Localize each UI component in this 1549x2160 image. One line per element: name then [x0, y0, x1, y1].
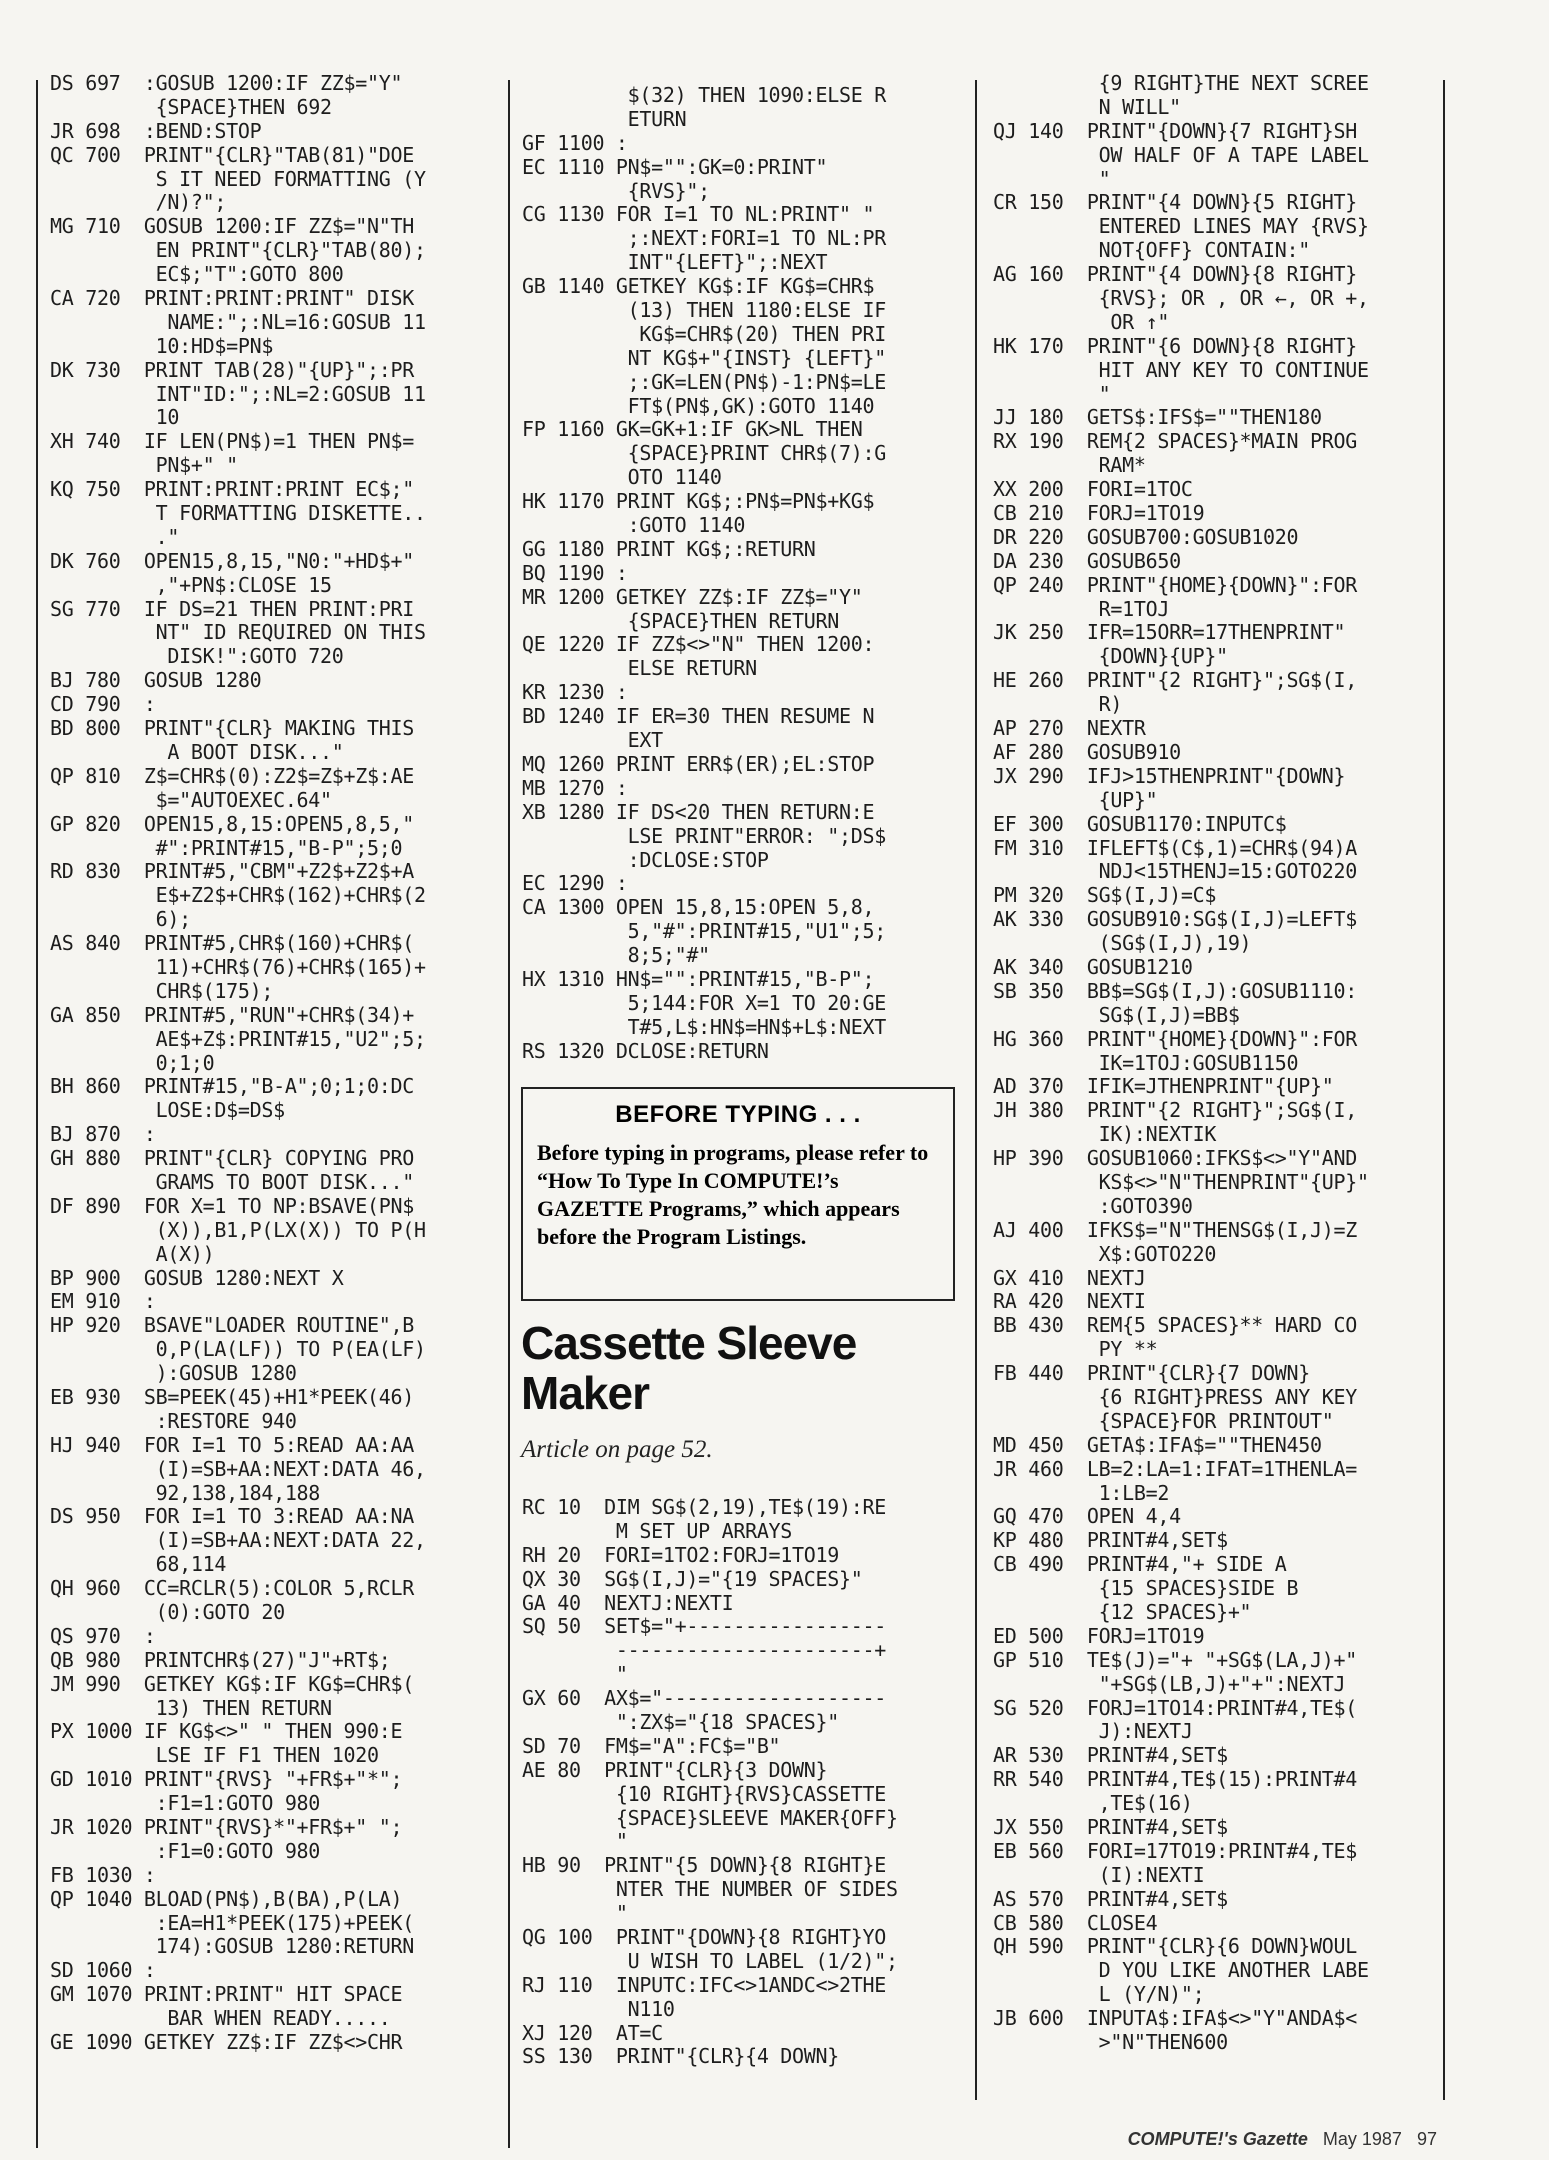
listing-line: MD 450 GETA$:IFA$=""THEN450: [993, 1432, 1322, 1457]
listing-line: QC 700 PRINT"{CLR}"TAB(81)"DOE: [50, 142, 414, 167]
listing-line: FB 1030 :: [50, 1862, 156, 1887]
listing-line: GP 510 TE$(J)="+ "+SG$(LA,J)+": [993, 1647, 1357, 1672]
listing-line: {RVS}; OR , OR ←, OR +,: [993, 286, 1369, 311]
listing-line: AK 330 GOSUB910:SG$(I,J)=LEFT$: [993, 907, 1357, 932]
listing-line: FB 440 PRINT"{CLR}{7 DOWN}: [993, 1361, 1311, 1386]
listing-line: QH 590 PRINT"{CLR}{6 DOWN}WOUL: [993, 1934, 1357, 1959]
listing-line: RH 20 FORI=1TO2:FORJ=1TO19: [522, 1542, 840, 1567]
listing-line: >"N"THEN600: [993, 2030, 1228, 2055]
listing-line: KR 1230 :: [522, 680, 628, 705]
listing-line: EM 910 :: [50, 1289, 156, 1314]
listing-line: BD 800 PRINT"{CLR} MAKING THIS: [50, 716, 414, 741]
listing-line: BH 860 PRINT#15,"B-A";0;1;0:DC: [50, 1074, 414, 1099]
listing-line: (SG$(I,J),19): [993, 931, 1252, 956]
listing-line: HP 390 GOSUB1060:IFKS$<>"Y"AND: [993, 1146, 1357, 1171]
listing-line: IK=1TOJ:GOSUB1150: [993, 1050, 1299, 1075]
listing-line: GE 1090 GETKEY ZZ$:IF ZZ$<>CHR: [50, 2030, 403, 2055]
listing-line: HJ 940 FOR I=1 TO 5:READ AA:AA: [50, 1432, 414, 1457]
listing-line: RR 540 PRINT#4,TE$(15):PRINT#4: [993, 1767, 1357, 1792]
listing-line: A BOOT DISK...": [50, 739, 344, 764]
column-rule-1: [508, 80, 510, 2148]
listing-line: ELSE RETURN: [522, 656, 757, 681]
listing-line: QX 30 SG$(I,J)="{19 SPACES}": [522, 1566, 863, 1591]
listing-line: GA 40 NEXTJ:NEXTI: [522, 1590, 734, 1615]
listing-line: DF 890 FOR X=1 TO NP:BSAVE(PN$: [50, 1193, 414, 1218]
listing-line: HX 1310 HN$="":PRINT#15,"B-P";: [522, 966, 875, 991]
listing-line: /N)?";: [50, 190, 227, 215]
listing-line: SS 130 PRINT"{CLR}{4 DOWN}: [522, 2044, 840, 2069]
listing-line: 68,114: [50, 1552, 227, 1577]
listing-line: QJ 140 PRINT"{DOWN}{7 RIGHT}SH: [993, 118, 1357, 143]
listing-line: DA 230 GOSUB650: [993, 548, 1181, 573]
listing-line: NDJ<15THENJ=15:GOTO220: [993, 859, 1357, 884]
listing-line: QE 1220 IF ZZ$<>"N" THEN 1200:: [522, 632, 875, 657]
listing-line: XX 200 FORI=1TOC: [993, 477, 1193, 502]
listing-line: HP 920 BSAVE"LOADER ROUTINE",B: [50, 1313, 414, 1338]
listing-line: RC 10 DIM SG$(2,19),TE$(19):RE: [522, 1495, 886, 1519]
listing-line: ": [522, 1662, 628, 1687]
listing-line: 6);: [50, 907, 191, 932]
listing-line: RJ 110 INPUTC:IFC<>1ANDC<>2THE: [522, 1972, 886, 1997]
listing-line: NOT{OFF} CONTAIN:": [993, 238, 1311, 263]
footer-date: May 1987: [1322, 2129, 1402, 2149]
listing-line: .": [50, 524, 180, 549]
listing-line: GM 1070 PRINT:PRINT" HIT SPACE: [50, 1982, 403, 2007]
column-rule-left: [36, 80, 38, 2148]
listing-line: D YOU LIKE ANOTHER LABE: [993, 1958, 1369, 1983]
listing-line: 5,"#":PRINT#15,"U1";5;: [522, 919, 886, 944]
listing-line: JH 380 PRINT"{2 RIGHT}";SG$(I,: [993, 1098, 1357, 1123]
listing-line: "+SG$(LB,J)+"+":NEXTJ: [993, 1671, 1346, 1696]
listing-line: U WISH TO LABEL (1/2)";: [522, 1948, 898, 1973]
listing-line: KG$=CHR$(20) THEN PRI: [522, 321, 886, 346]
listing-line: OW HALF OF A TAPE LABEL: [993, 142, 1369, 167]
listing-line: ;:NEXT:FORI=1 TO NL:PR: [522, 226, 886, 251]
listing-line: BJ 870 :: [50, 1122, 156, 1147]
box-title: BEFORE TYPING . . .: [615, 1101, 861, 1128]
listing-line: JX 290 IFJ>15THENPRINT"{DOWN}: [993, 763, 1346, 788]
listing-line: EC$;"T":GOTO 800: [50, 262, 344, 287]
listing-line: {6 RIGHT}PRESS ANY KEY: [993, 1384, 1357, 1409]
listing-line: {9 RIGHT}THE NEXT SCREE: [993, 71, 1369, 95]
listing-line: :GOTO390: [993, 1193, 1193, 1218]
listing-column-2b: [522, 1496, 962, 2069]
listing-line: JM 990 GETKEY KG$:IF KG$=CHR$(: [50, 1671, 414, 1696]
listing-line: $(32) THEN 1090:ELSE R: [522, 83, 886, 107]
listing-line: AP 270 NEXTR: [993, 716, 1146, 741]
listing-line: GQ 470 OPEN 4,4: [993, 1504, 1181, 1529]
listing-line: (X)),B1,P(LX(X)) TO P(H: [50, 1217, 426, 1242]
listing-line: FM 310 IFLEFT$(C$,1)=CHR$(94)A: [993, 835, 1357, 860]
listing-line: {RVS}";: [522, 178, 710, 203]
listing-line: GP 820 OPEN15,8,15:OPEN5,8,5,": [50, 811, 414, 836]
listing-line: T FORMATTING DISKETTE..: [50, 501, 426, 526]
listing-line: GB 1140 GETKEY KG$:IF KG$=CHR$: [522, 274, 875, 299]
listing-line: OR ↑": [993, 309, 1170, 334]
listing-line: ,"+PN$:CLOSE 15: [50, 572, 332, 597]
before-typing-box: [521, 1087, 955, 1301]
listing-line: ENTERED LINES MAY {RVS}: [993, 214, 1369, 239]
listing-line: HK 170 PRINT"{6 DOWN}{8 RIGHT}: [993, 333, 1357, 358]
listing-line: (I):NEXTI: [993, 1862, 1205, 1887]
listing-line: ": [522, 1829, 628, 1854]
listing-line: DS 950 FOR I=1 TO 3:READ AA:NA: [50, 1504, 414, 1529]
listing-line: CHR$(175);: [50, 978, 274, 1003]
listing-line: AE$+Z$:PRINT#15,"U2";5;: [50, 1026, 426, 1051]
listing-line: AD 370 IFIK=JTHENPRINT"{UP}": [993, 1074, 1334, 1099]
listing-line: X$:GOTO220: [993, 1241, 1217, 1266]
article-title: Cassette Sleeve Maker: [521, 1317, 857, 1419]
listing-line: BJ 780 GOSUB 1280: [50, 668, 262, 693]
listing-line: JR 1020 PRINT"{RVS}*"+FR$+" ";: [50, 1815, 403, 1840]
listing-line: DISK!":GOTO 720: [50, 644, 344, 669]
listing-line: MR 1200 GETKEY ZZ$:IF ZZ$="Y": [522, 584, 863, 609]
listing-line: M SET UP ARRAYS: [522, 1518, 793, 1543]
listing-line: :F1=1:GOTO 980: [50, 1791, 321, 1816]
listing-line: JB 600 INPUTA$:IFA$<>"Y"ANDA$<: [993, 2006, 1357, 2031]
listing-line: IK):NEXTIK: [993, 1122, 1217, 1147]
listing-line: NTER THE NUMBER OF SIDES: [522, 1877, 898, 1902]
listing-line: NT" ID REQUIRED ON THIS: [50, 620, 426, 645]
listing-line: T#5,L$:HN$=HN$+L$:NEXT: [522, 1014, 886, 1039]
listing-line: GX 410 NEXTJ: [993, 1265, 1146, 1290]
listing-line: JK 250 IFR=15ORR=17THENPRINT": [993, 620, 1346, 645]
listing-line: SB 350 BB$=SG$(I,J):GOSUB1110:: [993, 978, 1357, 1003]
listing-line: ETURN: [522, 106, 687, 131]
footer-magazine: COMPUTE!'s Gazette: [1127, 2129, 1308, 2149]
listing-line: (I)=SB+AA:NEXT:DATA 22,: [50, 1528, 426, 1553]
listing-line: E$+Z2$+CHR$(162)+CHR$(2: [50, 883, 426, 908]
listing-line: AR 530 PRINT#4,SET$: [993, 1743, 1228, 1768]
listing-line: (0):GOTO 20: [50, 1600, 285, 1624]
listing-line: ": [993, 166, 1111, 191]
listing-line: EB 560 FORI=17TO19:PRINT#4,TE$: [993, 1838, 1357, 1863]
listing-line: N110: [522, 1996, 675, 2021]
listing-line: SG$(I,J)=BB$: [993, 1002, 1240, 1027]
listing-line: CR 150 PRINT"{4 DOWN}{5 RIGHT}: [993, 190, 1357, 215]
listing-line: RAM*: [993, 453, 1146, 478]
listing-line: 0;1;0: [50, 1050, 215, 1075]
listing-line: {10 RIGHT}{RVS}CASSETTE: [522, 1781, 886, 1806]
listing-line: CA 720 PRINT:PRINT:PRINT" DISK: [50, 286, 414, 311]
listing-line: 11)+CHR$(76)+CHR$(165)+: [50, 954, 426, 979]
listing-line: QH 960 CC=RCLR(5):COLOR 5,RCLR: [50, 1576, 414, 1601]
listing-line: CB 580 CLOSE4: [993, 1910, 1158, 1935]
listing-line: ": [522, 1901, 628, 1926]
listing-line: ----------------------+: [522, 1638, 886, 1663]
listing-line: :RESTORE 940: [50, 1408, 297, 1433]
listing-line: DK 760 OPEN15,8,15,"N0:"+HD$+": [50, 548, 414, 573]
listing-line: HG 360 PRINT"{HOME}{DOWN}":FOR: [993, 1026, 1357, 1051]
listing-line: HB 90 PRINT"{5 DOWN}{8 RIGHT}E: [522, 1853, 886, 1878]
listing-line: EB 930 SB=PEEK(45)+H1*PEEK(46): [50, 1384, 414, 1409]
listing-line: ,TE$(16): [993, 1791, 1193, 1816]
listing-line: EC 1110 PN$="":GK=0:PRINT": [522, 154, 828, 179]
listing-line: ):GOSUB 1280: [50, 1361, 297, 1386]
listing-line: DK 730 PRINT TAB(28)"{UP}";:PR: [50, 357, 414, 382]
listing-line: CD 790 :: [50, 692, 156, 717]
listing-line: 1:LB=2: [993, 1480, 1170, 1505]
listing-line: N WILL": [993, 94, 1181, 119]
listing-line: #":PRINT#15,"B-P";5;0: [50, 835, 403, 860]
listing-line: INT"{LEFT}";:NEXT: [522, 250, 828, 275]
listing-line: BQ 1190 :: [522, 560, 628, 585]
listing-line: 174):GOSUB 1280:RETURN: [50, 1934, 414, 1959]
listing-line: GD 1010 PRINT"{RVS} "+FR$+"*";: [50, 1767, 403, 1792]
listing-line: {12 SPACES}+": [993, 1600, 1252, 1624]
listing-line: RD 830 PRINT#5,"CBM"+Z2$+Z2$+A: [50, 859, 414, 884]
listing-line: BD 1240 IF ER=30 THEN RESUME N: [522, 704, 875, 729]
listing-line: GX 60 AX$="-------------------: [522, 1686, 886, 1711]
listing-line: PN$+" ": [50, 453, 238, 478]
column-rule-right: [1443, 80, 1445, 2100]
listing-line: 0,P(LA(LF)) TO P(EA(LF): [50, 1337, 426, 1362]
listing-line: BB 430 REM{5 SPACES}** HARD CO: [993, 1313, 1357, 1338]
listing-line: {SPACE}FOR PRINTOUT": [993, 1408, 1334, 1433]
listing-line: HE 260 PRINT"{2 RIGHT}";SG$(I,: [993, 668, 1357, 693]
listing-line: ": [993, 381, 1111, 406]
listing-line: LOSE:D$=DS$: [50, 1098, 285, 1123]
listing-line: XJ 120 AT=C: [522, 2020, 663, 2045]
listing-line: AE 80 PRINT"{CLR}{3 DOWN}: [522, 1757, 828, 1782]
listing-line: LSE PRINT"ERROR: ";DS$: [522, 823, 886, 848]
listing-line: PX 1000 IF KG$<>" " THEN 990:E: [50, 1719, 403, 1744]
listing-line: GG 1180 PRINT KG$;:RETURN: [522, 536, 816, 561]
listing-line: GH 880 PRINT"{CLR} COPYING PRO: [50, 1146, 414, 1171]
listing-line: XB 1280 IF DS<20 THEN RETURN:E: [522, 799, 875, 824]
listing-line: {SPACE}SLEEVE MAKER{OFF}: [522, 1805, 898, 1830]
box-text: Before typing in programs, please refer to “How To Type In COMPUTE!’s GAZETTE Programs,” which appears before the Program Listings.: [537, 1140, 929, 1249]
listing-column-2: [522, 84, 962, 1064]
listing-line: EN PRINT"{CLR}"TAB(80);: [50, 238, 426, 263]
listing-line: KP 480 PRINT#4,SET$: [993, 1528, 1228, 1553]
listing-line: {SPACE}THEN 692: [50, 94, 332, 119]
listing-line: RS 1320 DCLOSE:RETURN: [522, 1038, 769, 1063]
listing-line: 10:HD$=PN$: [50, 333, 274, 358]
listing-line: SD 70 FM$="A":FC$="B": [522, 1733, 781, 1758]
listing-line: {UP}": [993, 787, 1158, 812]
listing-line: RX 190 REM{2 SPACES}*MAIN PROG: [993, 429, 1357, 454]
listing-line: LSE IF F1 THEN 1020: [50, 1743, 379, 1768]
listing-line: CG 1130 FOR I=1 TO NL:PRINT" ": [522, 202, 875, 227]
footer-page-number: 97: [1416, 2129, 1437, 2149]
listing-line: {SPACE}THEN RETURN: [522, 608, 840, 633]
listing-line: DS 697 :GOSUB 1200:IF ZZ$="Y": [50, 71, 403, 95]
listing-line: QP 240 PRINT"{HOME}{DOWN}":FOR: [993, 572, 1357, 597]
listing-line: :EA=H1*PEEK(175)+PEEK(: [50, 1910, 414, 1935]
listing-line: AS 570 PRINT#4,SET$: [993, 1886, 1228, 1911]
listing-line: $="AUTOEXEC.64": [50, 787, 332, 812]
listing-line: ;:GK=LEN(PN$)-1:PN$=LE: [522, 369, 886, 394]
listing-line: SG 770 IF DS=21 THEN PRINT:PRI: [50, 596, 414, 621]
listing-line: PM 320 SG$(I,J)=C$: [993, 883, 1217, 908]
listing-line: QB 980 PRINTCHR$(27)"J"+RT$;: [50, 1647, 391, 1672]
listing-line: AK 340 GOSUB1210: [993, 954, 1193, 979]
listing-line: FT$(PN$,GK):GOTO 1140: [522, 393, 875, 418]
listing-line: S IT NEED FORMATTING (Y: [50, 166, 426, 191]
listing-line: 5;144:FOR X=1 TO 20:GE: [522, 990, 886, 1015]
listing-line: A(X)): [50, 1241, 215, 1266]
listing-line: AG 160 PRINT"{4 DOWN}{8 RIGHT}: [993, 262, 1357, 287]
listing-line: 92,138,184,188: [50, 1480, 321, 1505]
listing-line: ED 500 FORJ=1TO19: [993, 1623, 1205, 1648]
listing-line: AS 840 PRINT#5,CHR$(160)+CHR$(: [50, 931, 414, 956]
listing-line: AJ 400 IFKS$="N"THENSG$(I,J)=Z: [993, 1217, 1357, 1242]
listing-line: NAME:";:NL=16:GOSUB 11: [50, 309, 426, 334]
listing-line: JR 698 :BEND:STOP: [50, 118, 262, 143]
listing-line: RA 420 NEXTI: [993, 1289, 1146, 1314]
listing-line: SD 1060 :: [50, 1958, 156, 1983]
page-footer: [1128, 2129, 1437, 2150]
listing-line: GA 850 PRINT#5,"RUN"+CHR$(34)+: [50, 1002, 414, 1027]
listing-line: PY **: [993, 1337, 1158, 1362]
listing-line: INT"ID:";:NL=2:GOSUB 11: [50, 381, 426, 406]
listing-line: ":ZX$="{18 SPACES}": [522, 1710, 840, 1735]
listing-line: CB 210 FORJ=1TO19: [993, 501, 1205, 526]
listing-line: CB 490 PRINT#4,"+ SIDE A: [993, 1552, 1287, 1577]
listing-line: NT KG$+"{INST} {LEFT}": [522, 345, 886, 370]
listing-line: (13) THEN 1180:ELSE IF: [522, 298, 886, 323]
listing-line: GRAMS TO BOOT DISK...": [50, 1169, 414, 1194]
listing-line: AF 280 GOSUB910: [993, 739, 1181, 764]
listing-line: QP 810 Z$=CHR$(0):Z2$=Z$+Z$:AE: [50, 763, 414, 788]
listing-line: EXT: [522, 728, 663, 753]
listing-line: QS 970 :: [50, 1623, 156, 1648]
listing-line: {SPACE}PRINT CHR$(7):G: [522, 441, 886, 466]
listing-line: L (Y/N)";: [993, 1982, 1205, 2007]
listing-line: XH 740 IF LEN(PN$)=1 THEN PN$=: [50, 429, 414, 454]
listing-line: J):NEXTJ: [993, 1719, 1193, 1744]
listing-line: QP 1040 BLOAD(PN$),B(BA),P(LA): [50, 1886, 403, 1911]
listing-line: BP 900 GOSUB 1280:NEXT X: [50, 1265, 344, 1290]
listing-line: DR 220 GOSUB700:GOSUB1020: [993, 524, 1299, 549]
listing-line: MG 710 GOSUB 1200:IF ZZ$="N"TH: [50, 214, 414, 239]
listing-line: FP 1160 GK=GK+1:IF GK>NL THEN: [522, 417, 863, 442]
listing-line: EF 300 GOSUB1170:INPUTC$: [993, 811, 1287, 836]
listing-line: :DCLOSE:STOP: [522, 847, 769, 872]
listing-line: (I)=SB+AA:NEXT:DATA 46,: [50, 1456, 426, 1481]
listing-line: {DOWN}{UP}": [993, 644, 1228, 669]
listing-line: JR 460 LB=2:LA=1:IFAT=1THENLA=: [993, 1456, 1357, 1481]
listing-line: :GOTO 1140: [522, 513, 746, 538]
listing-line: QG 100 PRINT"{DOWN}{8 RIGHT}YO: [522, 1925, 886, 1950]
listing-line: 13) THEN RETURN: [50, 1695, 332, 1720]
listing-column-3: [993, 72, 1433, 2055]
listing-line: R=1TOJ: [993, 596, 1170, 621]
listing-line: GF 1100 :: [522, 130, 628, 155]
listing-line: OTO 1140: [522, 465, 722, 490]
listing-line: MQ 1260 PRINT ERR$(ER);EL:STOP: [522, 751, 875, 776]
listing-line: SG 520 FORJ=1TO14:PRINT#4,TE$(: [993, 1695, 1357, 1720]
listing-line: 10: [50, 405, 180, 430]
column-rule-2: [975, 80, 977, 2100]
listing-line: JJ 180 GETS$:IFS$=""THEN180: [993, 405, 1322, 430]
listing-line: MB 1270 :: [522, 775, 628, 800]
listing-line: :F1=0:GOTO 980: [50, 1838, 321, 1863]
listing-line: JX 550 PRINT#4,SET$: [993, 1815, 1228, 1840]
listing-line: 8;5;"#": [522, 943, 710, 968]
listing-line: CA 1300 OPEN 15,8,15:OPEN 5,8,: [522, 895, 875, 920]
listing-column-1: [50, 72, 490, 2055]
listing-line: BAR WHEN READY.....: [50, 2006, 391, 2031]
listing-line: HIT ANY KEY TO CONTINUE: [993, 357, 1369, 382]
listing-line: KQ 750 PRINT:PRINT:PRINT EC$;": [50, 477, 414, 502]
article-subtitle: Article on page 52.: [521, 1436, 713, 1463]
listing-line: EC 1290 :: [522, 871, 628, 896]
listing-line: HK 1170 PRINT KG$;:PN$=PN$+KG$: [522, 489, 875, 514]
listing-line: R): [993, 692, 1123, 717]
listing-line: SQ 50 SET$="+-----------------: [522, 1614, 886, 1639]
listing-line: KS$<>"N"THENPRINT"{UP}": [993, 1169, 1369, 1194]
listing-line: {15 SPACES}SIDE B: [993, 1576, 1299, 1601]
